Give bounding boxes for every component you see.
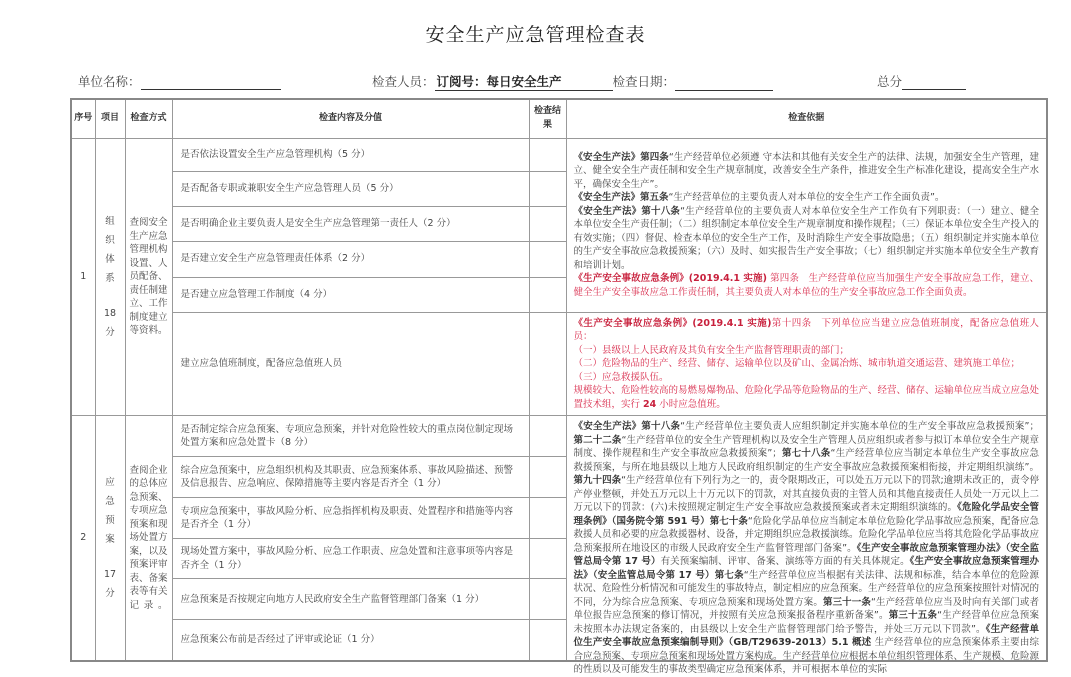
basis-clause: （二）危险物品的生产、经营、储存、运输单位以及矿山、金属冶炼、城市轨道交通运营、建筑施工单位； bbox=[573, 358, 1021, 369]
basis-clause: “生产经营单位应当制定本单位生产安全事故应急救援预案，与所在地县级以上地方人民政府组织制定的生产安全事故应急救援预案相衔接，并定期组织演练”。 bbox=[573, 448, 1039, 473]
item-cell bbox=[95, 416, 125, 662]
basis-citation: 《安全生产法》第十八条 bbox=[573, 421, 681, 432]
basis-text bbox=[574, 317, 1040, 412]
basis-citation: 《安全生产法》第五条 bbox=[573, 192, 669, 204]
basis-paragraph bbox=[574, 371, 1040, 385]
basis-citation: 《生产安全事故应急条例》(2019.4.1 实施) bbox=[573, 317, 772, 329]
basis-citation: 24 bbox=[643, 398, 657, 410]
basis-text bbox=[574, 151, 1040, 300]
basis-clause: 小时应急值班。 bbox=[656, 398, 726, 410]
basis-text bbox=[573, 420, 1040, 675]
table-header-row bbox=[71, 99, 1047, 138]
item-name: 组织体系 bbox=[105, 215, 115, 284]
table-row bbox=[71, 312, 1047, 416]
inspector-field[interactable] bbox=[372, 72, 773, 91]
inspector-value[interactable]: 订阅号：每日安全生产 bbox=[435, 72, 613, 91]
basis-paragraph bbox=[574, 420, 1040, 677]
basis-citation: 《安全生产法》第十八条 bbox=[573, 205, 681, 217]
check-result-input[interactable] bbox=[529, 579, 566, 620]
basis-paragraph bbox=[574, 317, 1040, 344]
check-result-input[interactable] bbox=[529, 539, 566, 579]
table-row bbox=[71, 416, 1047, 457]
inspector-label: 检查人员： bbox=[372, 74, 435, 89]
check-basis bbox=[566, 416, 1047, 675]
header-no: 序号 bbox=[71, 99, 95, 138]
basis-citation: 第三十一条 bbox=[822, 596, 871, 608]
basis-citation: 《生产经营单位生产安全事故应急预案编制导则》（GB/T29639-2013）5.1 概述 bbox=[573, 623, 1039, 648]
check-result-input[interactable] bbox=[529, 457, 566, 498]
unit-name-label: 单位名称： bbox=[78, 74, 141, 89]
check-content: 应急预案是否按规定向地方人民政府安全生产监督管理部门备案（1 分） bbox=[172, 579, 529, 620]
check-result-input[interactable] bbox=[529, 416, 566, 457]
basis-citation: 《安全生产法》第四条 bbox=[573, 151, 669, 163]
check-method: 查阅企业的总体应急预案、专项应急预案和现场处置方案，以及预案评审表、备案表等有关记录。 bbox=[125, 416, 172, 662]
row-number: 2 bbox=[71, 416, 95, 662]
item-name: 应急预案 bbox=[105, 477, 115, 545]
basis-citation: 第三十五条 bbox=[888, 610, 938, 621]
check-content: 是否配备专职或兼职安全生产应急管理人员（5 分） bbox=[172, 171, 529, 206]
basis-paragraph bbox=[574, 344, 1040, 358]
unit-name-blank[interactable] bbox=[141, 76, 281, 90]
check-content: 建立应急值班制度，配备应急值班人员 bbox=[172, 312, 529, 416]
basis-paragraph bbox=[574, 357, 1040, 371]
date-blank[interactable] bbox=[675, 77, 773, 91]
check-basis bbox=[566, 138, 1047, 312]
total-score-field[interactable] bbox=[877, 72, 966, 90]
basis-citation: 第七十八条 bbox=[781, 448, 831, 459]
basis-clause: “生产经营单位有下列行为之一的，责令限期改正，可以处五万元以下的罚款;逾期未改正的，责令停产停业整顿，并处五万元以上十万元以下的罚款，对其直接负责的主管人员和其他直接责任人员处一万元以上二万元以下的罚款：(六)未按照规定制定生产安全事故应急救援预案或者未定期组织演练的。 bbox=[573, 475, 1040, 513]
item-cell bbox=[95, 138, 125, 416]
basis-clause: 规模较大、危险性较高的易燃易爆物品、危险化学品等危险物品的生产、经营、储存、运输单位应当成立应急处置技术组，实行 bbox=[573, 385, 1040, 410]
basis-clause: “危险化学品单位应当制定本单位危险化学品事故应急预案，配备应急救援人员和必要的应急救援器材、设备，并定期组织应急救援演练。危险化学品单位应当将其危险化学品事故应急预案报所在地设区的市级人民政府安全生产监督管理部门备案”。 bbox=[573, 515, 1040, 554]
check-result-input[interactable] bbox=[529, 498, 566, 539]
basis-paragraph bbox=[574, 272, 1040, 299]
check-result-input[interactable] bbox=[529, 312, 566, 416]
item-score: 17分 bbox=[103, 569, 117, 599]
header-method: 检查方式 bbox=[125, 99, 172, 138]
item-score: 18分 bbox=[103, 307, 117, 338]
check-content: 是否明确企业主要负责人是安全生产应急管理第一责任人（2 分） bbox=[172, 206, 529, 241]
basis-clause: “生产经营单位的主要负责人对本单位的安全生产工作全面负责”。 bbox=[668, 192, 945, 204]
check-content: 现场处置方案中，事故风险分析、应急工作职责、应急处置和注意事项等内容是否齐全（1 分） bbox=[172, 539, 529, 579]
check-basis bbox=[566, 312, 1047, 416]
basis-paragraph bbox=[574, 384, 1040, 411]
check-result-input[interactable] bbox=[529, 277, 566, 312]
basis-clause: “生产经营单位的安全生产管理机构以及安全生产管理人员应组织或者参与拟订本单位安全生产规章制度、操作规程和生产安全事故应急救援预案”； bbox=[573, 434, 1039, 459]
header-content: 检查内容及分值 bbox=[172, 99, 529, 138]
basis-citation: 《生产安全事故应急条例》(2019.4.1 实施) bbox=[573, 273, 767, 285]
basis-clause: “生产经营单位应当及时向有关部门或者单位报告应急预案的修订情况，并按照有关应急预案报备程序重新备案”。 bbox=[573, 596, 1039, 621]
basis-paragraph bbox=[574, 205, 1040, 273]
inspection-table bbox=[70, 98, 1048, 675]
basis-clause: （三）应急救援队伍。 bbox=[573, 371, 669, 383]
header-result: 检查结果 bbox=[529, 99, 566, 138]
basis-clause: 有关预案编制、评审、备案、演练等方面的有关具体规定。 bbox=[660, 556, 910, 567]
row-number: 1 bbox=[71, 138, 95, 416]
check-result-input[interactable] bbox=[529, 171, 566, 206]
basis-paragraph bbox=[574, 151, 1040, 192]
basis-citation: 第二十二条 bbox=[573, 434, 622, 446]
total-score-blank[interactable] bbox=[902, 76, 966, 90]
basis-paragraph bbox=[574, 191, 1040, 205]
header-item: 项目 bbox=[95, 99, 125, 138]
unit-name-field[interactable] bbox=[78, 72, 281, 90]
page-title: 安全生产应急管理检查表 bbox=[425, 24, 646, 46]
basis-citation: 《生产安全事故应急预案管理办法》（安全监管总局令第 17 号）第七条 bbox=[573, 556, 1039, 581]
header-basis: 检查依据 bbox=[566, 99, 1047, 138]
check-content: 是否建立安全生产应急管理责任体系（2 分） bbox=[172, 241, 529, 277]
basis-clause: “生产经营单位主要负责人应组织制定并实施本单位的生产安全事故应急救援预案”； bbox=[680, 421, 1039, 432]
basis-citation: 《危险化学品安全管理条例》（国务院令第 591 号）第七十条 bbox=[573, 502, 1039, 527]
total-score-label: 总分 bbox=[877, 74, 903, 89]
basis-clause: 第十四条 下列单位应当建立应急值班制度，配备应急值班人员： bbox=[573, 317, 1039, 342]
check-result-input[interactable] bbox=[529, 620, 566, 661]
check-method: 查阅安全生产应急管理机构设置、人员配备、责任制建立、工作制度建立等资料。 bbox=[125, 138, 172, 416]
table-row bbox=[71, 138, 1047, 171]
check-content: 专项应急预案中，事故风险分析、应急指挥机构及职责、处置程序和措施等内容是否齐全（1 分） bbox=[172, 498, 529, 539]
basis-clause: “生产经营单位必须遵 守本法和其他有关安全生产的法律、法规，加强安全生产管理，建立、健全安全生产责任制和安全生产规章制度，改善安全生产条件，推进安全生产标准化建设，提高安全生产水平，确保安全生产”。 bbox=[573, 151, 1040, 190]
check-result-input[interactable] bbox=[529, 138, 566, 171]
check-content: 是否建立应急管理工作制度（4 分） bbox=[172, 277, 529, 312]
check-content: 是否制定综合应急预案、专项应急预案，并针对危险性较大的重点岗位制定现场处置方案和应急处置卡（8 分） bbox=[172, 416, 529, 457]
basis-citation: 《生产安全事故应急预案管理办法》（安全监管总局令第 17 号） bbox=[573, 542, 1039, 567]
check-content: 是否依法设置安全生产应急管理机构（5 分） bbox=[172, 138, 529, 171]
basis-clause: 第四条 生产经营单位应当加强生产安全事故应急工作，建立、健全生产安全事故应急工作责任制，其主要负责人对本单位的生产安全事故应急工作全面负责。 bbox=[573, 273, 1039, 298]
check-result-input[interactable] bbox=[529, 206, 566, 241]
check-result-input[interactable] bbox=[529, 241, 566, 277]
basis-clause: 生产经营单位的应急预案体系主要由综合应急预案、专项应急预案和现场处置方案构成。生产经营单位应根据本单位组织管理体系、生产规模、危险源的性质以及可能发生的事故类型确定应急预案体系，并可根据本单位的实际 bbox=[573, 637, 1040, 675]
basis-clause: “生产经营单位的主要负责人对本单位安全生产工作负有下列职责：（一）建立、健全本单位安全生产责任制；（二）组织制定本单位安全生产规章制度和操作规程；（三）保证本单位安全生产投入的有效实施；（四）督促、检查本单位的安全生产工作，及时消除生产安全事故隐患；（五）组织制定并实施本单位的生产安全事故应急救援预案；（六）及时、如实报告生产安全事故；（七）组织制定并实施本单位安全生产教育和培训计划。 bbox=[573, 205, 1040, 271]
basis-citation: 第九十四条 bbox=[573, 475, 622, 486]
date-label: 检查日期： bbox=[612, 74, 676, 89]
basis-clause: “生产经营单位应急预案未按照本办法规定备案的，由县级以上安全生产监督管理部门给予警告，并处三万元以下罚款”。 bbox=[573, 610, 1039, 635]
basis-clause: “生产经营单位应当根据有关法律、法规和标准，结合本单位的危险源状况、危险性分析情况和可能发生的事故特点，制定相应的应急预案。生产经营单位的应急预案按照针对情况的不同，分为综合应急预案、专项应急预案和现场处置方案。 bbox=[573, 569, 1040, 608]
basis-clause: （一）县级以上人民政府及其负有安全生产监督管理职责的部门； bbox=[573, 344, 850, 356]
check-content: 应急预案公布前是否经过了评审或论证（1 分） bbox=[172, 620, 529, 661]
check-content: 综合应急预案中，应急组织机构及其职责、应急预案体系、事故风险描述、预警及信息报告、应急响应、保障措施等主要内容是否齐全（1 分） bbox=[172, 457, 529, 498]
